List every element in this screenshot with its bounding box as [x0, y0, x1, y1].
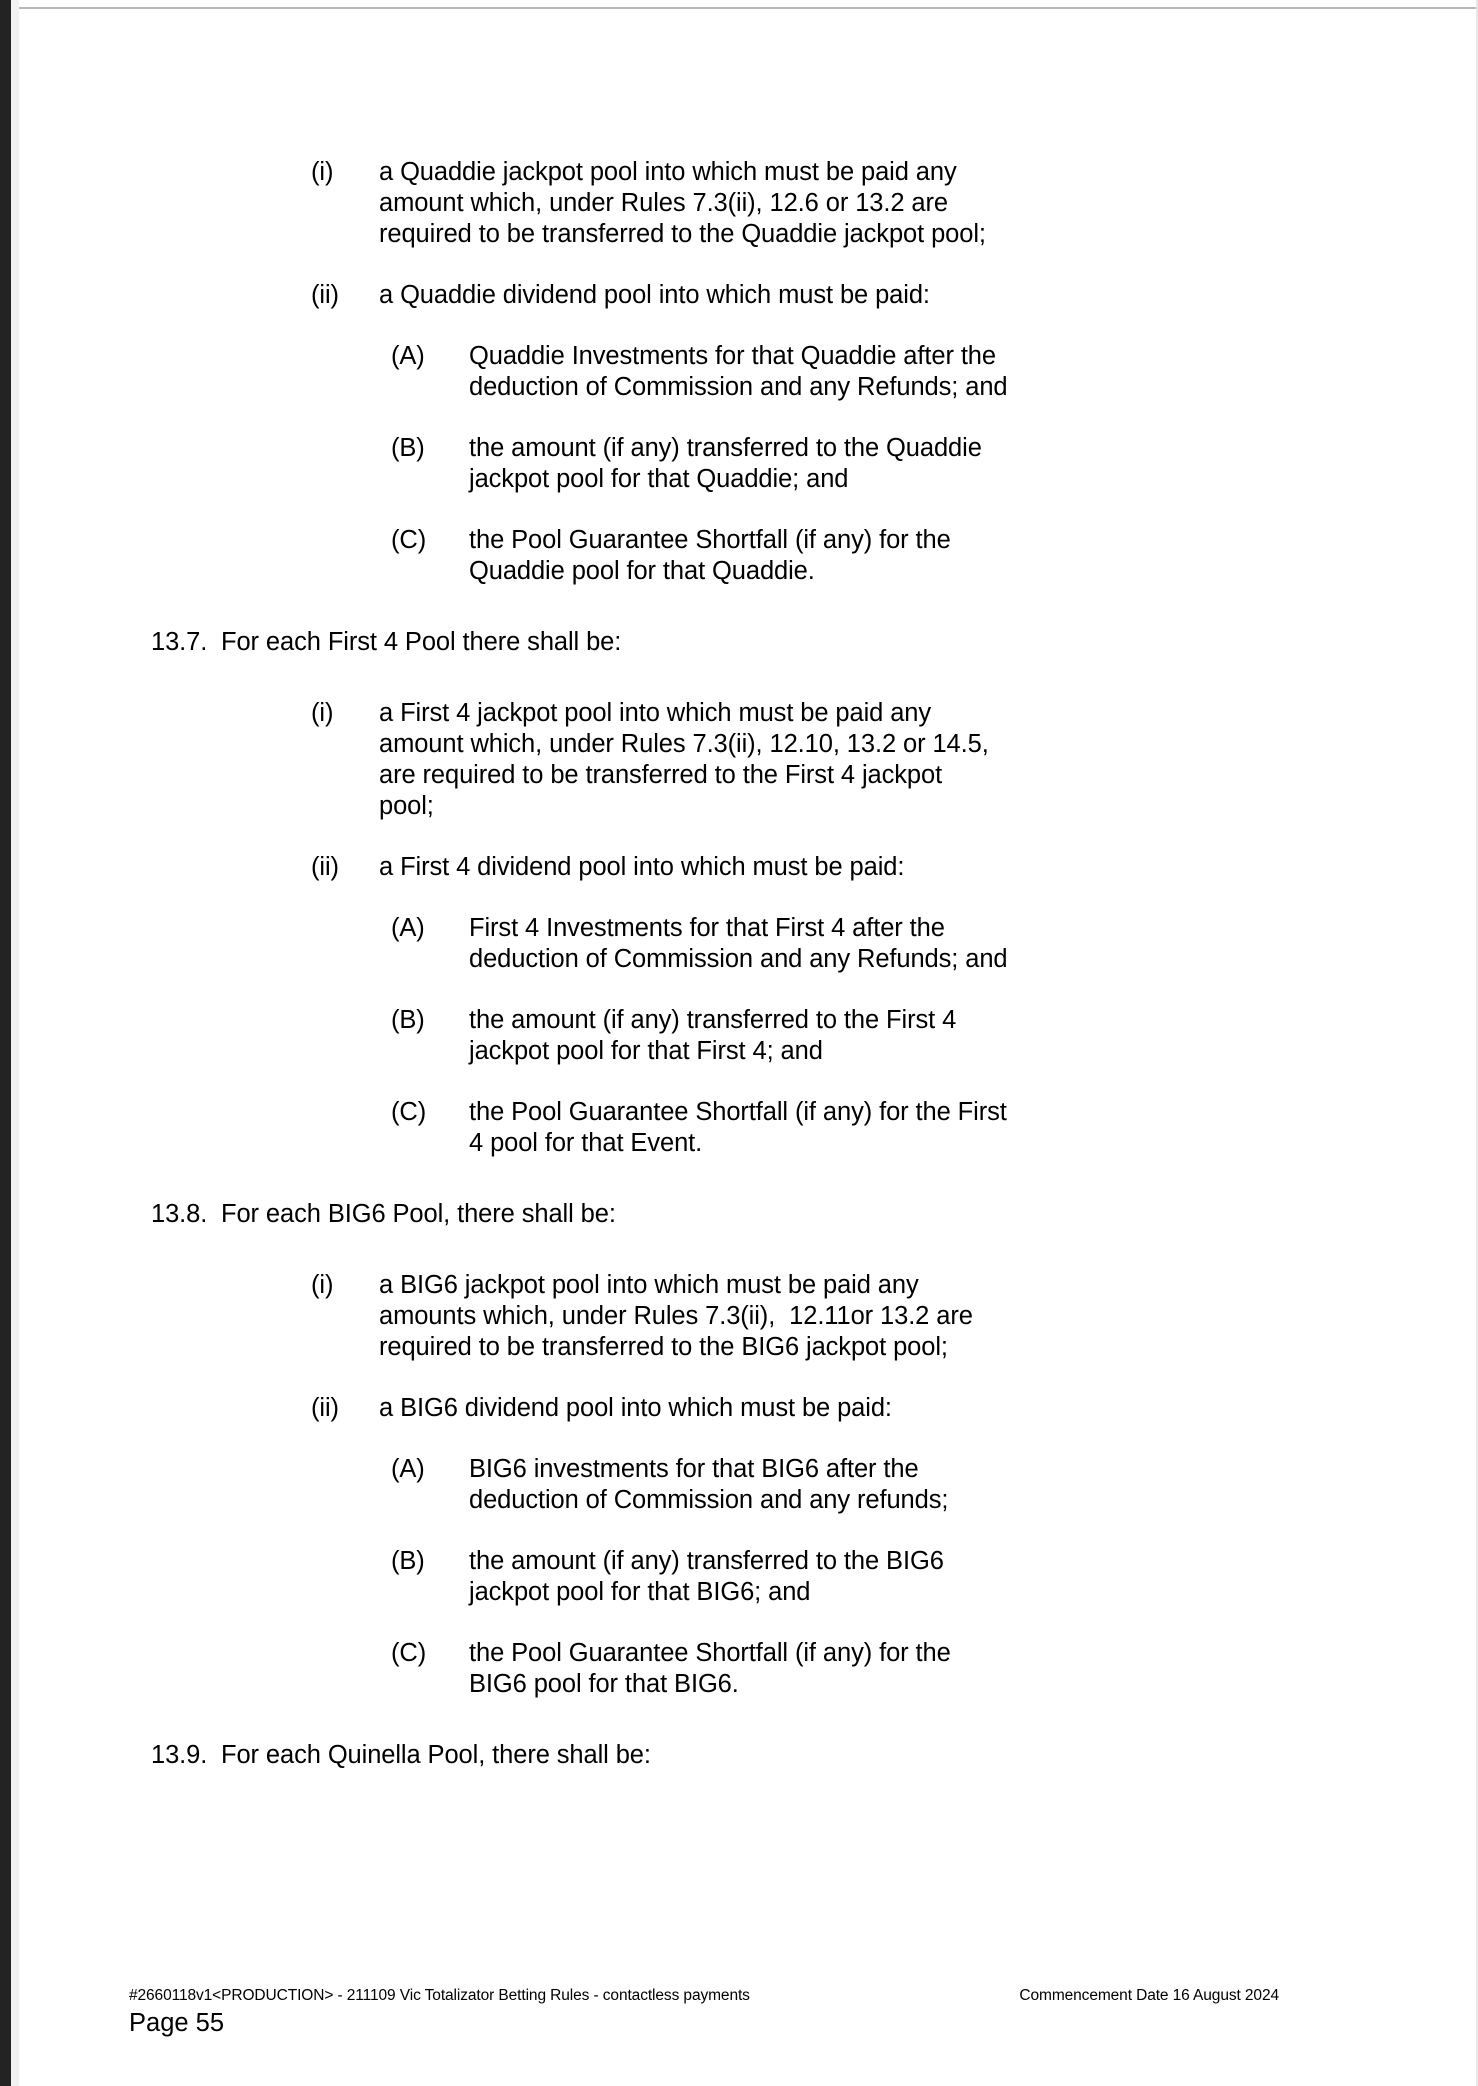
spacer — [19, 1159, 1476, 1199]
clause-quaddie-c — [391, 525, 1351, 587]
footer-document-id: #2660118v1<PRODUCTION> - 211109 Vic Totalizator Betting Rules - contactless payments — [129, 1987, 750, 2004]
clause-marker: (i) — [311, 158, 334, 186]
spacer — [19, 1230, 1476, 1270]
spacer — [19, 1700, 1476, 1740]
clause-text: a First 4 dividend pool into which must be paid: — [379, 853, 905, 881]
clause-marker: (A) — [391, 342, 425, 370]
spacer — [19, 1363, 1476, 1393]
spacer — [19, 587, 1476, 627]
clause-13-8-c — [391, 1638, 1351, 1700]
rule-number: 13.7. — [151, 628, 208, 656]
clause-marker: (A) — [391, 914, 425, 942]
clause-text: Quaddie Investments for that Quaddie after the deduction of Commission and any Refunds; and — [469, 342, 1008, 401]
clause-text: BIG6 investments for that BIG6 after the deduction of Commission and any refunds; — [469, 1455, 949, 1514]
clause-text: the amount (if any) transferred to the First 4 jackpot pool for that First 4; and — [469, 1006, 964, 1065]
rule-heading-text: For each First 4 Pool there shall be: — [221, 628, 622, 656]
clause-marker: (ii) — [311, 853, 339, 881]
document-page — [19, 9, 1476, 2084]
spacer — [19, 975, 1476, 1005]
clause-text: the Pool Guarantee Shortfall (if any) for the First 4 pool for that Event. — [469, 1098, 1014, 1157]
footer-meta-row — [129, 1986, 1359, 2006]
rule-number: 13.9. — [151, 1741, 208, 1769]
page-number-label: Page 55 — [129, 2009, 225, 2037]
spacer — [19, 883, 1476, 913]
rule-number: 13.8. — [151, 1200, 208, 1228]
clause-13-8-b — [391, 1546, 1351, 1608]
clause-text: a BIG6 dividend pool into which must be paid: — [379, 1394, 892, 1422]
clause-marker: (i) — [311, 1271, 334, 1299]
spacer — [19, 495, 1476, 525]
clause-text: a Quaddie jackpot pool into which must be paid any amount which, under Rules 7.3(ii), 12.6 or 13.2 are required to be transferred to the Quaddie jackpot pool; — [379, 158, 986, 248]
rule-heading-text: For each Quinella Pool, there shall be: — [221, 1741, 651, 1769]
clause-13-7-a — [391, 913, 1351, 975]
clause-13-7-b — [391, 1005, 1351, 1067]
clause-text: a Quaddie dividend pool into which must be paid: — [379, 281, 930, 309]
clause-quaddie-ii — [311, 280, 1311, 311]
spacer — [19, 822, 1476, 852]
clause-text: the amount (if any) transferred to the Quaddie jackpot pool for that Quaddie; and — [469, 434, 989, 493]
clause-quaddie-i — [311, 157, 1311, 250]
footer-commencement-date: Commencement Date 16 August 2024 — [1019, 1987, 1279, 2004]
document-body — [19, 9, 1476, 1771]
clause-13-8-a — [391, 1454, 1351, 1516]
spacer — [19, 1608, 1476, 1638]
clause-13-7-c — [391, 1097, 1351, 1159]
clause-marker: (A) — [391, 1455, 425, 1483]
spacer — [19, 1424, 1476, 1454]
rule-heading-13-7 — [151, 627, 1301, 658]
clause-marker: (C) — [391, 1639, 427, 1667]
clause-text: the Pool Guarantee Shortfall (if any) for the BIG6 pool for that BIG6. — [469, 1639, 958, 1698]
rule-heading-13-9 — [151, 1740, 1301, 1771]
spacer — [19, 1516, 1476, 1546]
spacer — [19, 658, 1476, 698]
clause-marker: (i) — [311, 699, 334, 727]
clause-marker: (B) — [391, 1547, 425, 1575]
rule-heading-text: For each BIG6 Pool, there shall be: — [221, 1200, 616, 1228]
clause-13-7-ii — [311, 852, 1311, 883]
clause-marker: (ii) — [311, 281, 339, 309]
clause-marker: (B) — [391, 1006, 425, 1034]
clause-quaddie-a — [391, 341, 1351, 403]
spacer — [19, 250, 1476, 280]
clause-marker: (C) — [391, 1098, 427, 1126]
scanner-edge-dark-band — [0, 0, 11, 2086]
rule-heading-13-8 — [151, 1199, 1301, 1230]
spacer — [19, 311, 1476, 341]
clause-marker: (ii) — [311, 1394, 339, 1422]
page-footer — [19, 1964, 1476, 2084]
clause-13-7-i — [311, 698, 1311, 822]
clause-marker: (B) — [391, 434, 425, 462]
clause-marker: (C) — [391, 526, 427, 554]
clause-text: a First 4 jackpot pool into which must be paid any amount which, under Rules 7.3(ii), 12.10, 13.2 or 14.5, are required to be transferred to the First 4 jackpot pool; — [379, 699, 996, 820]
clause-13-8-ii — [311, 1393, 1311, 1424]
clause-text: the Pool Guarantee Shortfall (if any) for the Quaddie pool for that Quaddie. — [469, 526, 958, 585]
clause-text: a BIG6 jackpot pool into which must be paid any amounts which, under Rules 7.3(ii), 12.11or 13.2 are required to be transferred to the BIG6 jackpot pool; — [379, 1271, 980, 1361]
clause-quaddie-b — [391, 433, 1351, 495]
scanner-edge-light-band — [11, 0, 19, 2086]
clause-13-8-i — [311, 1270, 1311, 1363]
spacer — [19, 403, 1476, 433]
clause-text: the amount (if any) transferred to the BIG6 jackpot pool for that BIG6; and — [469, 1547, 951, 1606]
spacer — [19, 1067, 1476, 1097]
clause-text: First 4 Investments for that First 4 after the deduction of Commission and any Refunds; and — [469, 914, 1008, 973]
